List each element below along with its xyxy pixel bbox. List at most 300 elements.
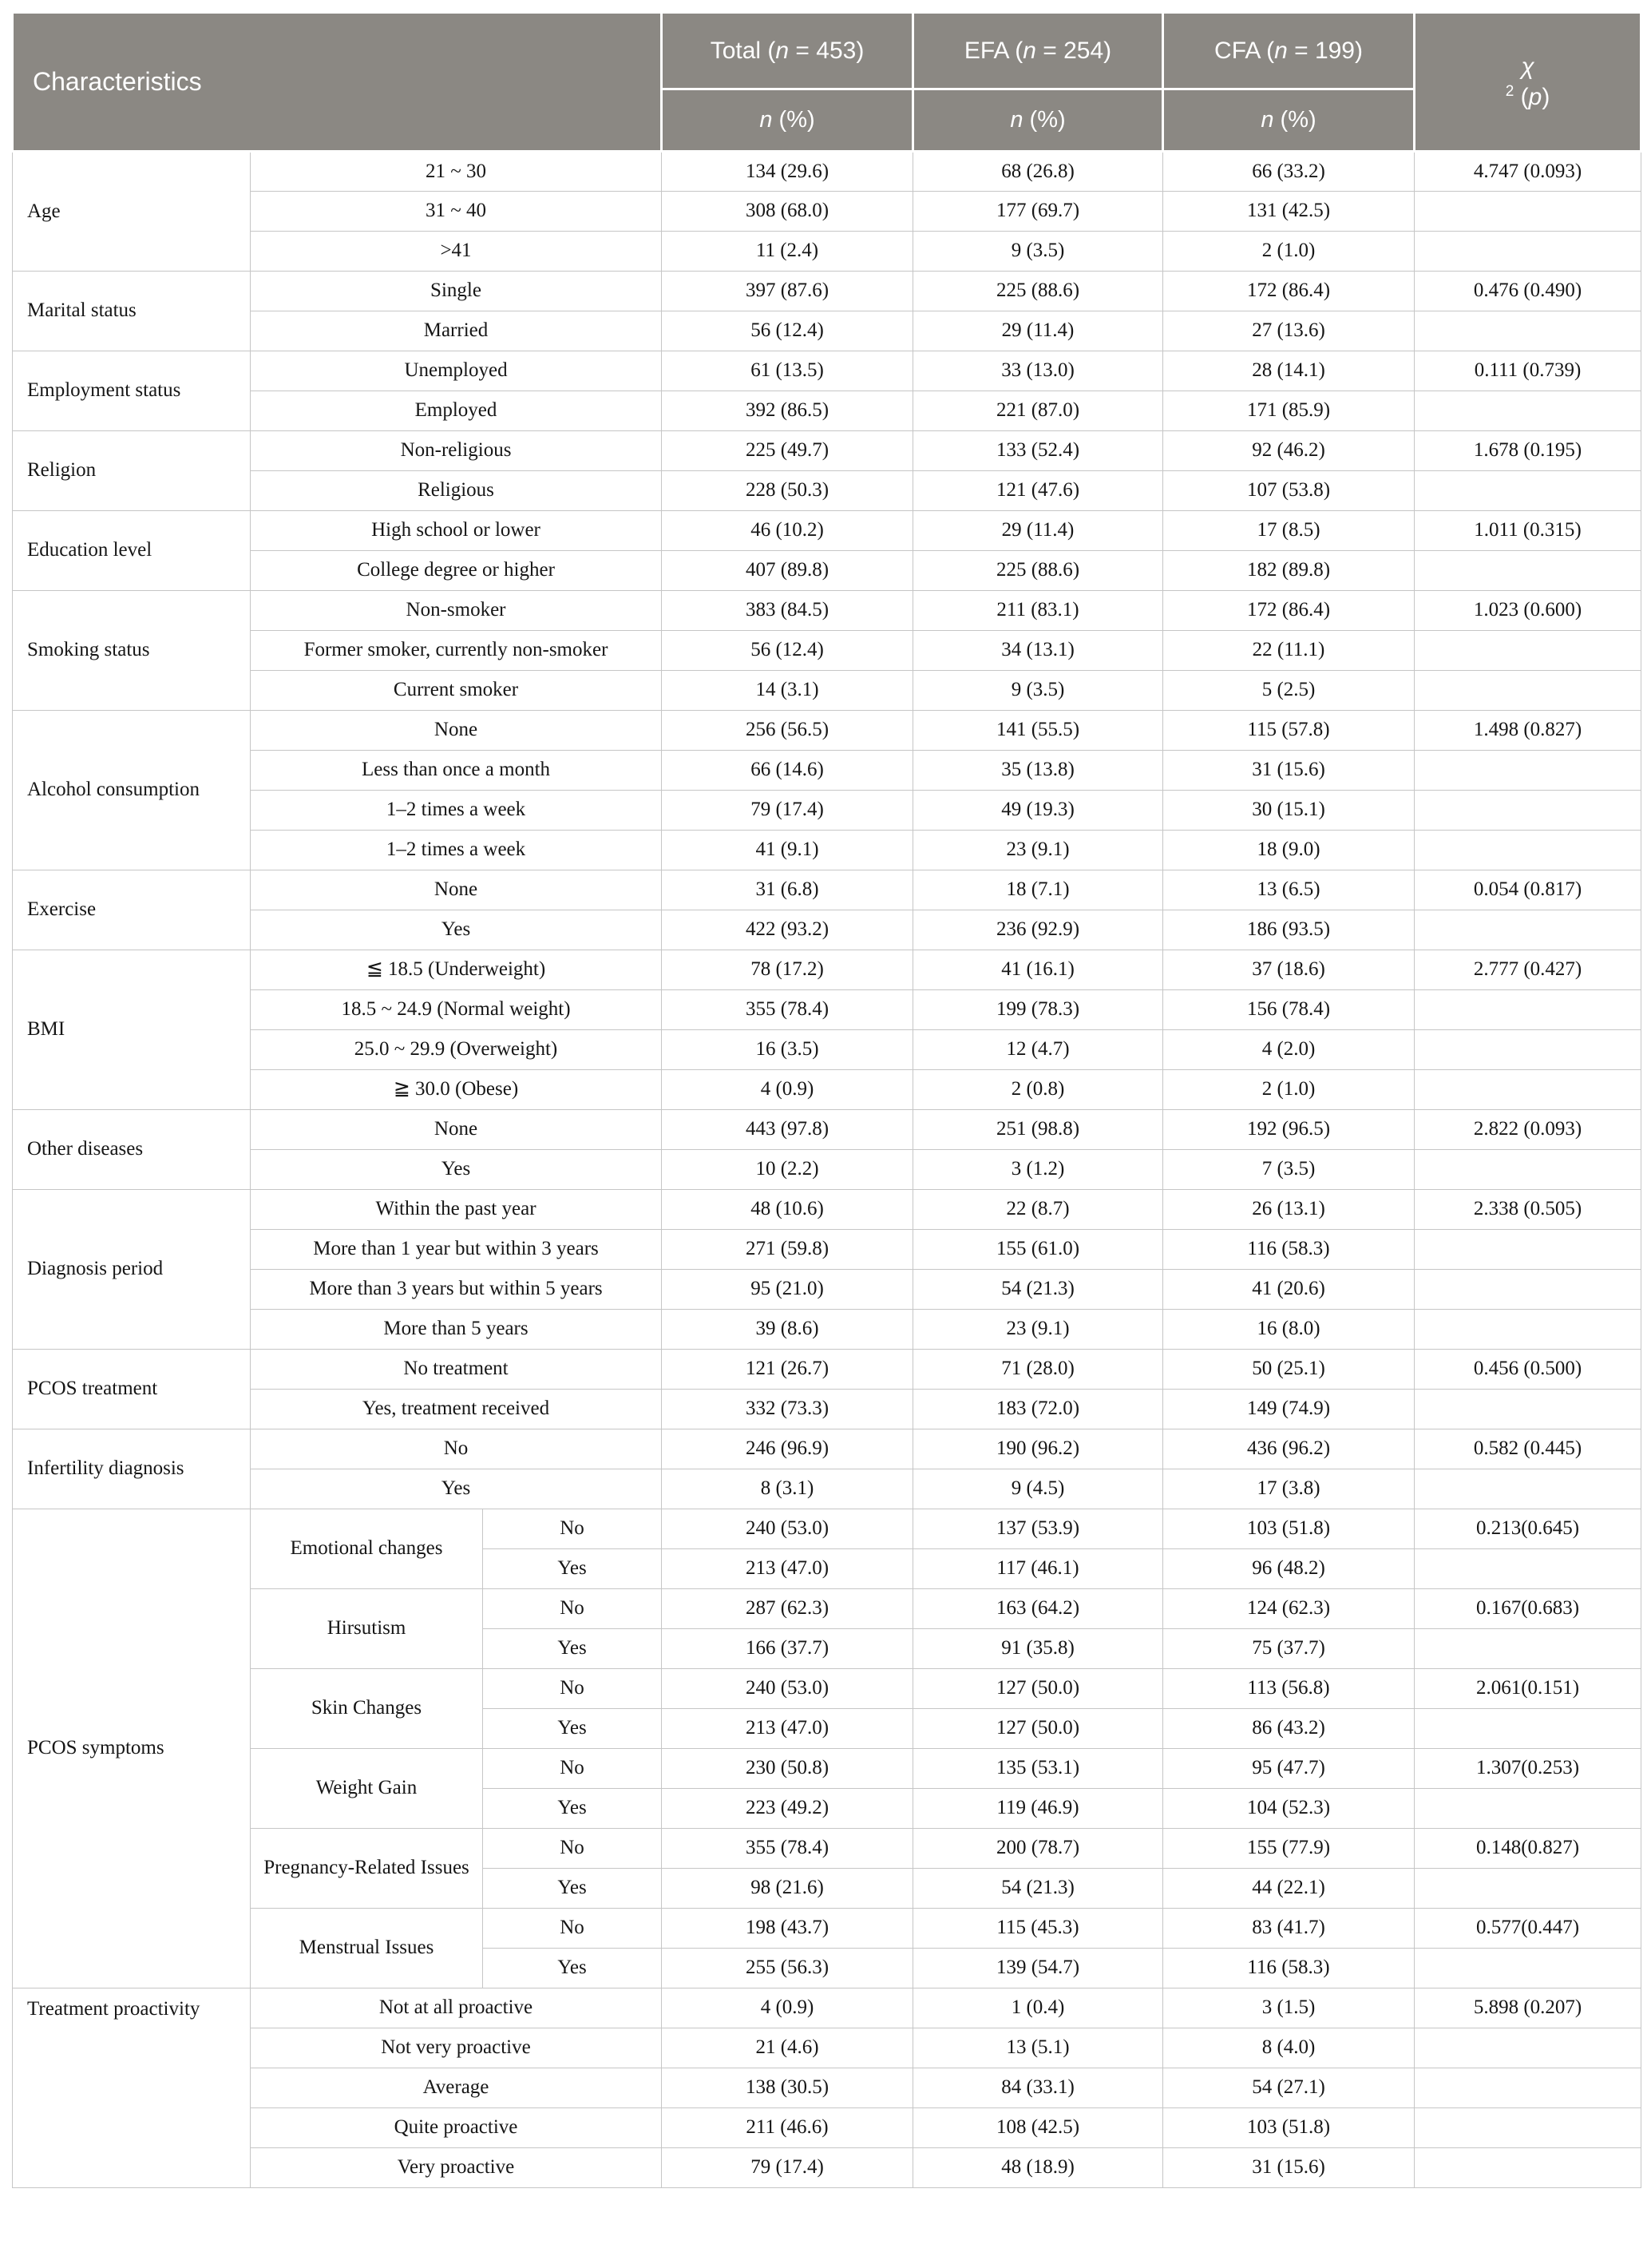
cfa-value-cell: 18 (9.0) bbox=[1163, 831, 1415, 870]
table-row bbox=[13, 2108, 1641, 2148]
total-value-cell: 48 (10.6) bbox=[662, 1190, 913, 1230]
total-value-cell: 16 (3.5) bbox=[662, 1030, 913, 1070]
chi-value-cell: 0.111 (0.739) bbox=[1415, 351, 1641, 391]
table-row bbox=[13, 2028, 1641, 2068]
cfa-value-cell: 16 (8.0) bbox=[1163, 1310, 1415, 1350]
table-row bbox=[13, 751, 1641, 791]
category-cell: 31 ~ 40 bbox=[251, 192, 662, 232]
group-label-cell: Diagnosis period bbox=[13, 1190, 251, 1350]
total-value-cell: 39 (8.6) bbox=[662, 1310, 913, 1350]
table-row bbox=[13, 2068, 1641, 2108]
category-cell: More than 1 year but within 3 years bbox=[251, 1230, 662, 1270]
cfa-value-cell: 31 (15.6) bbox=[1163, 751, 1415, 791]
category-cell: Non-smoker bbox=[251, 591, 662, 631]
category-cell: 21 ~ 30 bbox=[251, 152, 662, 192]
category-cell: Unemployed bbox=[251, 351, 662, 391]
header-total bbox=[662, 13, 913, 89]
table-row bbox=[13, 2148, 1641, 2188]
category-cell: More than 5 years bbox=[251, 1310, 662, 1350]
chi-value-cell bbox=[1415, 2148, 1641, 2188]
cfa-value-cell: 436 (96.2) bbox=[1163, 1429, 1415, 1469]
total-value-cell: 46 (10.2) bbox=[662, 511, 913, 551]
header-cfa-pre: CFA ( bbox=[1214, 37, 1275, 64]
efa-value-cell: 190 (96.2) bbox=[913, 1429, 1163, 1469]
efa-value-cell: 84 (33.1) bbox=[913, 2068, 1163, 2108]
category-cell: No bbox=[483, 1509, 662, 1549]
table-row bbox=[13, 152, 1641, 192]
cfa-value-cell: 28 (14.1) bbox=[1163, 351, 1415, 391]
cfa-value-cell: 104 (52.3) bbox=[1163, 1789, 1415, 1829]
table-header bbox=[13, 13, 1641, 152]
category-cell: Employed bbox=[251, 391, 662, 431]
subheader-total-pct: (%) bbox=[772, 107, 815, 133]
total-value-cell: 98 (21.6) bbox=[662, 1869, 913, 1909]
cfa-value-cell: 192 (96.5) bbox=[1163, 1110, 1415, 1150]
efa-value-cell: 121 (47.6) bbox=[913, 471, 1163, 511]
chi-value-cell bbox=[1415, 1869, 1641, 1909]
chi-value-cell bbox=[1415, 1709, 1641, 1749]
cfa-value-cell: 131 (42.5) bbox=[1163, 192, 1415, 232]
cfa-value-cell: 92 (46.2) bbox=[1163, 431, 1415, 471]
category-cell: Yes, treatment received bbox=[251, 1390, 662, 1429]
header-cfa bbox=[1163, 13, 1415, 89]
table-row bbox=[13, 1390, 1641, 1429]
category-cell: Current smoker bbox=[251, 671, 662, 711]
header-cfa-n: n bbox=[1274, 37, 1288, 64]
total-value-cell: 78 (17.2) bbox=[662, 950, 913, 990]
chi-p-line bbox=[1420, 82, 1635, 113]
cfa-value-cell: 17 (3.8) bbox=[1163, 1469, 1415, 1509]
chi-value-cell: 4.747 (0.093) bbox=[1415, 152, 1641, 192]
total-value-cell: 255 (56.3) bbox=[662, 1949, 913, 1988]
total-value-cell: 21 (4.6) bbox=[662, 2028, 913, 2068]
efa-value-cell: 23 (9.1) bbox=[913, 831, 1163, 870]
efa-value-cell: 23 (9.1) bbox=[913, 1310, 1163, 1350]
category-cell: Yes bbox=[483, 1869, 662, 1909]
efa-value-cell: 29 (11.4) bbox=[913, 511, 1163, 551]
subgroup-label-cell: Pregnancy-Related Issues bbox=[251, 1829, 483, 1909]
total-value-cell: 287 (62.3) bbox=[662, 1589, 913, 1629]
subheader-efa-n: n bbox=[1010, 107, 1023, 133]
efa-value-cell: 141 (55.5) bbox=[913, 711, 1163, 751]
group-label-cell: PCOS symptoms bbox=[13, 1509, 251, 1988]
table-row bbox=[13, 1429, 1641, 1469]
total-value-cell: 240 (53.0) bbox=[662, 1669, 913, 1709]
cfa-value-cell: 86 (43.2) bbox=[1163, 1709, 1415, 1749]
chi-symbol: χ bbox=[1521, 54, 1534, 80]
table-row bbox=[13, 431, 1641, 471]
category-cell: 1–2 times a week bbox=[251, 791, 662, 831]
efa-value-cell: 251 (98.8) bbox=[913, 1110, 1163, 1150]
chi-value-cell: 0.213(0.645) bbox=[1415, 1509, 1641, 1549]
efa-value-cell: 71 (28.0) bbox=[913, 1350, 1163, 1390]
subgroup-label-cell: Weight Gain bbox=[251, 1749, 483, 1829]
table-row bbox=[13, 471, 1641, 511]
chi-value-cell bbox=[1415, 1150, 1641, 1190]
chi-value-cell: 2.777 (0.427) bbox=[1415, 950, 1641, 990]
total-value-cell: 4 (0.9) bbox=[662, 1988, 913, 2028]
table-row bbox=[13, 1350, 1641, 1390]
cfa-value-cell: 116 (58.3) bbox=[1163, 1230, 1415, 1270]
chi-value-cell bbox=[1415, 671, 1641, 711]
total-value-cell: 8 (3.1) bbox=[662, 1469, 913, 1509]
group-label-cell: Religion bbox=[13, 431, 251, 511]
table-row bbox=[13, 950, 1641, 990]
chi-value-cell: 0.167(0.683) bbox=[1415, 1589, 1641, 1629]
category-cell: Non-religious bbox=[251, 431, 662, 471]
category-cell: 18.5 ~ 24.9 (Normal weight) bbox=[251, 990, 662, 1030]
efa-value-cell: 9 (3.5) bbox=[913, 232, 1163, 272]
efa-value-cell: 117 (46.1) bbox=[913, 1549, 1163, 1589]
efa-value-cell: 9 (4.5) bbox=[913, 1469, 1163, 1509]
efa-value-cell: 177 (69.7) bbox=[913, 192, 1163, 232]
efa-value-cell: 127 (50.0) bbox=[913, 1709, 1163, 1749]
chi-value-cell bbox=[1415, 751, 1641, 791]
category-cell: Single bbox=[251, 272, 662, 311]
cfa-value-cell: 124 (62.3) bbox=[1163, 1589, 1415, 1629]
chi-symbol-line bbox=[1420, 52, 1635, 82]
category-cell: Married bbox=[251, 311, 662, 351]
header-total-n: n bbox=[775, 37, 790, 64]
group-label-cell: PCOS treatment bbox=[13, 1350, 251, 1429]
table-row bbox=[13, 311, 1641, 351]
efa-value-cell: 33 (13.0) bbox=[913, 351, 1163, 391]
category-cell: Yes bbox=[251, 1469, 662, 1509]
total-value-cell: 271 (59.8) bbox=[662, 1230, 913, 1270]
total-value-cell: 66 (14.6) bbox=[662, 751, 913, 791]
category-cell: High school or lower bbox=[251, 511, 662, 551]
table-row bbox=[13, 1030, 1641, 1070]
efa-value-cell: 163 (64.2) bbox=[913, 1589, 1163, 1629]
category-cell: >41 bbox=[251, 232, 662, 272]
table-row bbox=[13, 1988, 1641, 2028]
chi-value-cell bbox=[1415, 551, 1641, 591]
total-value-cell: 355 (78.4) bbox=[662, 1829, 913, 1869]
category-cell: 25.0 ~ 29.9 (Overweight) bbox=[251, 1030, 662, 1070]
category-cell: Quite proactive bbox=[251, 2108, 662, 2148]
total-value-cell: 407 (89.8) bbox=[662, 551, 913, 591]
category-cell: Yes bbox=[483, 1949, 662, 1988]
total-value-cell: 443 (97.8) bbox=[662, 1110, 913, 1150]
category-cell: More than 3 years but within 5 years bbox=[251, 1270, 662, 1310]
subheader-efa-pct: (%) bbox=[1023, 107, 1066, 133]
table-row bbox=[13, 511, 1641, 551]
table-row bbox=[13, 1469, 1641, 1509]
header-chi-squared bbox=[1415, 13, 1641, 152]
efa-value-cell: 54 (21.3) bbox=[913, 1869, 1163, 1909]
cfa-value-cell: 13 (6.5) bbox=[1163, 870, 1415, 910]
total-value-cell: 392 (86.5) bbox=[662, 391, 913, 431]
chi-value-cell: 5.898 (0.207) bbox=[1415, 1988, 1641, 2028]
cfa-value-cell: 2 (1.0) bbox=[1163, 232, 1415, 272]
total-value-cell: 240 (53.0) bbox=[662, 1509, 913, 1549]
subgroup-label-cell: Hirsutism bbox=[251, 1589, 483, 1669]
efa-value-cell: 18 (7.1) bbox=[913, 870, 1163, 910]
efa-value-cell: 22 (8.7) bbox=[913, 1190, 1163, 1230]
category-cell: ≦ 18.5 (Underweight) bbox=[251, 950, 662, 990]
table-row bbox=[13, 192, 1641, 232]
category-cell: No bbox=[483, 1589, 662, 1629]
table-row bbox=[13, 990, 1641, 1030]
header-efa-n: n bbox=[1023, 37, 1036, 64]
chi-value-cell bbox=[1415, 232, 1641, 272]
chi-value-cell: 2.061(0.151) bbox=[1415, 1669, 1641, 1709]
cfa-value-cell: 2 (1.0) bbox=[1163, 1070, 1415, 1110]
header-characteristics-label: Characteristics bbox=[33, 67, 202, 96]
efa-value-cell: 49 (19.3) bbox=[913, 791, 1163, 831]
category-cell: Religious bbox=[251, 471, 662, 511]
cfa-value-cell: 103 (51.8) bbox=[1163, 1509, 1415, 1549]
table-row bbox=[13, 831, 1641, 870]
total-value-cell: 397 (87.6) bbox=[662, 272, 913, 311]
efa-value-cell: 9 (3.5) bbox=[913, 671, 1163, 711]
total-value-cell: 223 (49.2) bbox=[662, 1789, 913, 1829]
total-value-cell: 246 (96.9) bbox=[662, 1429, 913, 1469]
chi-value-cell: 1.023 (0.600) bbox=[1415, 591, 1641, 631]
chi-value-cell bbox=[1415, 631, 1641, 671]
cfa-value-cell: 37 (18.6) bbox=[1163, 950, 1415, 990]
category-cell: 1–2 times a week bbox=[251, 831, 662, 870]
cfa-value-cell: 54 (27.1) bbox=[1163, 2068, 1415, 2108]
group-label-cell: Treatment proactivity bbox=[13, 1988, 251, 2188]
chi-value-cell bbox=[1415, 1949, 1641, 1988]
chi-value-cell bbox=[1415, 2028, 1641, 2068]
category-cell: Very proactive bbox=[251, 2148, 662, 2188]
table-row bbox=[13, 1909, 1641, 1949]
cfa-value-cell: 26 (13.1) bbox=[1163, 1190, 1415, 1230]
total-value-cell: 11 (2.4) bbox=[662, 232, 913, 272]
efa-value-cell: 115 (45.3) bbox=[913, 1909, 1163, 1949]
cfa-value-cell: 171 (85.9) bbox=[1163, 391, 1415, 431]
group-label-cell: Age bbox=[13, 152, 251, 272]
table-row bbox=[13, 791, 1641, 831]
chi-value-cell bbox=[1415, 910, 1641, 950]
table-row bbox=[13, 1270, 1641, 1310]
subheader-cfa-npct bbox=[1163, 89, 1415, 152]
efa-value-cell: 236 (92.9) bbox=[913, 910, 1163, 950]
chi-value-cell: 2.822 (0.093) bbox=[1415, 1110, 1641, 1150]
category-cell: No bbox=[483, 1829, 662, 1869]
category-cell: Not at all proactive bbox=[251, 1988, 662, 2028]
table-row bbox=[13, 351, 1641, 391]
efa-value-cell: 34 (13.1) bbox=[913, 631, 1163, 671]
cfa-value-cell: 149 (74.9) bbox=[1163, 1390, 1415, 1429]
category-cell: None bbox=[251, 870, 662, 910]
cfa-value-cell: 3 (1.5) bbox=[1163, 1988, 1415, 2028]
efa-value-cell: 68 (26.8) bbox=[913, 152, 1163, 192]
chi-value-cell bbox=[1415, 1549, 1641, 1589]
cfa-value-cell: 50 (25.1) bbox=[1163, 1350, 1415, 1390]
cfa-value-cell: 5 (2.5) bbox=[1163, 671, 1415, 711]
table-row bbox=[13, 1669, 1641, 1709]
total-value-cell: 134 (29.6) bbox=[662, 152, 913, 192]
group-label-cell: Marital status bbox=[13, 272, 251, 351]
cfa-value-cell: 17 (8.5) bbox=[1163, 511, 1415, 551]
category-cell: No bbox=[251, 1429, 662, 1469]
chi-value-cell: 0.577(0.447) bbox=[1415, 1909, 1641, 1949]
table-row bbox=[13, 1190, 1641, 1230]
group-label-cell: Smoking status bbox=[13, 591, 251, 711]
table-row bbox=[13, 1509, 1641, 1549]
total-value-cell: 95 (21.0) bbox=[662, 1270, 913, 1310]
efa-value-cell: 91 (35.8) bbox=[913, 1629, 1163, 1669]
efa-value-cell: 135 (53.1) bbox=[913, 1749, 1163, 1789]
total-value-cell: 61 (13.5) bbox=[662, 351, 913, 391]
chi-value-cell: 1.678 (0.195) bbox=[1415, 431, 1641, 471]
header-total-post: = 453) bbox=[789, 37, 865, 64]
total-value-cell: 56 (12.4) bbox=[662, 311, 913, 351]
cfa-value-cell: 103 (51.8) bbox=[1163, 2108, 1415, 2148]
category-cell: None bbox=[251, 1110, 662, 1150]
cfa-value-cell: 31 (15.6) bbox=[1163, 2148, 1415, 2188]
header-efa-post: = 254) bbox=[1035, 37, 1112, 64]
chi-value-cell bbox=[1415, 990, 1641, 1030]
efa-value-cell: 119 (46.9) bbox=[913, 1789, 1163, 1829]
total-value-cell: 79 (17.4) bbox=[662, 791, 913, 831]
category-cell: Yes bbox=[251, 1150, 662, 1190]
chi-value-cell: 0.582 (0.445) bbox=[1415, 1429, 1641, 1469]
category-cell: Within the past year bbox=[251, 1190, 662, 1230]
category-cell: No bbox=[483, 1749, 662, 1789]
total-value-cell: 225 (49.7) bbox=[662, 431, 913, 471]
table-row bbox=[13, 272, 1641, 311]
table-row bbox=[13, 1589, 1641, 1629]
efa-value-cell: 29 (11.4) bbox=[913, 311, 1163, 351]
chi-value-cell bbox=[1415, 391, 1641, 431]
subheader-cfa-pct: (%) bbox=[1273, 107, 1316, 133]
chi-value-cell bbox=[1415, 192, 1641, 232]
total-value-cell: 308 (68.0) bbox=[662, 192, 913, 232]
table-row bbox=[13, 631, 1641, 671]
cfa-value-cell: 172 (86.4) bbox=[1163, 591, 1415, 631]
chi-value-cell bbox=[1415, 1070, 1641, 1110]
header-characteristics bbox=[13, 13, 662, 152]
cfa-value-cell: 27 (13.6) bbox=[1163, 311, 1415, 351]
header-efa bbox=[913, 13, 1163, 89]
category-cell: Yes bbox=[483, 1549, 662, 1589]
total-value-cell: 56 (12.4) bbox=[662, 631, 913, 671]
total-value-cell: 211 (46.6) bbox=[662, 2108, 913, 2148]
category-cell: No treatment bbox=[251, 1350, 662, 1390]
cfa-value-cell: 182 (89.8) bbox=[1163, 551, 1415, 591]
efa-value-cell: 137 (53.9) bbox=[913, 1509, 1163, 1549]
chi-value-cell bbox=[1415, 1310, 1641, 1350]
total-value-cell: 213 (47.0) bbox=[662, 1709, 913, 1749]
cfa-value-cell: 113 (56.8) bbox=[1163, 1669, 1415, 1709]
chi-value-cell: 0.456 (0.500) bbox=[1415, 1350, 1641, 1390]
table-row bbox=[13, 1150, 1641, 1190]
chi-value-cell bbox=[1415, 2068, 1641, 2108]
chi-paren-close: ) bbox=[1542, 83, 1550, 110]
efa-value-cell: 12 (4.7) bbox=[913, 1030, 1163, 1070]
category-cell: ≧ 30.0 (Obese) bbox=[251, 1070, 662, 1110]
efa-value-cell: 199 (78.3) bbox=[913, 990, 1163, 1030]
cfa-value-cell: 41 (20.6) bbox=[1163, 1270, 1415, 1310]
subheader-total-npct bbox=[662, 89, 913, 152]
efa-value-cell: 139 (54.7) bbox=[913, 1949, 1163, 1988]
group-label-cell: Employment status bbox=[13, 351, 251, 431]
chi-value-cell bbox=[1415, 311, 1641, 351]
header-total-pre: Total ( bbox=[710, 37, 776, 64]
chi-value-cell: 0.054 (0.817) bbox=[1415, 870, 1641, 910]
group-label-cell: Infertility diagnosis bbox=[13, 1429, 251, 1509]
total-value-cell: 10 (2.2) bbox=[662, 1150, 913, 1190]
total-value-cell: 355 (78.4) bbox=[662, 990, 913, 1030]
table-row bbox=[13, 910, 1641, 950]
chi-value-cell: 1.498 (0.827) bbox=[1415, 711, 1641, 751]
table-row bbox=[13, 671, 1641, 711]
efa-value-cell: 183 (72.0) bbox=[913, 1390, 1163, 1429]
cfa-value-cell: 75 (37.7) bbox=[1163, 1629, 1415, 1669]
group-label-cell: Exercise bbox=[13, 870, 251, 950]
cfa-value-cell: 66 (33.2) bbox=[1163, 152, 1415, 192]
efa-value-cell: 13 (5.1) bbox=[913, 2028, 1163, 2068]
cfa-value-cell: 156 (78.4) bbox=[1163, 990, 1415, 1030]
category-cell: Yes bbox=[251, 910, 662, 950]
table-row bbox=[13, 391, 1641, 431]
header-cfa-post: = 199) bbox=[1287, 37, 1363, 64]
cfa-value-cell: 30 (15.1) bbox=[1163, 791, 1415, 831]
category-cell: Former smoker, currently non-smoker bbox=[251, 631, 662, 671]
group-label-cell: Other diseases bbox=[13, 1110, 251, 1190]
subgroup-label-cell: Skin Changes bbox=[251, 1669, 483, 1749]
cfa-value-cell: 95 (47.7) bbox=[1163, 1749, 1415, 1789]
chi-value-cell bbox=[1415, 1469, 1641, 1509]
cfa-value-cell: 83 (41.7) bbox=[1163, 1909, 1415, 1949]
efa-value-cell: 225 (88.6) bbox=[913, 551, 1163, 591]
efa-value-cell: 41 (16.1) bbox=[913, 950, 1163, 990]
cfa-value-cell: 96 (48.2) bbox=[1163, 1549, 1415, 1589]
efa-value-cell: 127 (50.0) bbox=[913, 1669, 1163, 1709]
header-row-main bbox=[13, 13, 1641, 89]
efa-value-cell: 48 (18.9) bbox=[913, 2148, 1163, 2188]
table-row bbox=[13, 1070, 1641, 1110]
efa-value-cell: 108 (42.5) bbox=[913, 2108, 1163, 2148]
cfa-value-cell: 172 (86.4) bbox=[1163, 272, 1415, 311]
chi-value-cell bbox=[1415, 1230, 1641, 1270]
efa-value-cell: 133 (52.4) bbox=[913, 431, 1163, 471]
total-value-cell: 256 (56.5) bbox=[662, 711, 913, 751]
total-value-cell: 198 (43.7) bbox=[662, 1909, 913, 1949]
efa-value-cell: 200 (78.7) bbox=[913, 1829, 1163, 1869]
cfa-value-cell: 44 (22.1) bbox=[1163, 1869, 1415, 1909]
total-value-cell: 213 (47.0) bbox=[662, 1549, 913, 1589]
category-cell: No bbox=[483, 1909, 662, 1949]
table-row bbox=[13, 551, 1641, 591]
table-row bbox=[13, 1110, 1641, 1150]
category-cell: Not very proactive bbox=[251, 2028, 662, 2068]
chi-value-cell bbox=[1415, 831, 1641, 870]
characteristics-table bbox=[11, 11, 1642, 2188]
total-value-cell: 4 (0.9) bbox=[662, 1070, 913, 1110]
subheader-efa-npct bbox=[913, 89, 1163, 152]
total-value-cell: 121 (26.7) bbox=[662, 1350, 913, 1390]
total-value-cell: 14 (3.1) bbox=[662, 671, 913, 711]
total-value-cell: 228 (50.3) bbox=[662, 471, 913, 511]
subgroup-label-cell: Menstrual Issues bbox=[251, 1909, 483, 1988]
chi-value-cell bbox=[1415, 1629, 1641, 1669]
table-row bbox=[13, 1829, 1641, 1869]
chi-value-cell bbox=[1415, 1030, 1641, 1070]
efa-value-cell: 1 (0.4) bbox=[913, 1988, 1163, 2028]
subgroup-label-cell: Emotional changes bbox=[251, 1509, 483, 1589]
category-cell: Yes bbox=[483, 1709, 662, 1749]
total-value-cell: 383 (84.5) bbox=[662, 591, 913, 631]
total-value-cell: 31 (6.8) bbox=[662, 870, 913, 910]
efa-value-cell: 35 (13.8) bbox=[913, 751, 1163, 791]
chi-p-var: p bbox=[1528, 83, 1542, 110]
chi-value-cell bbox=[1415, 1270, 1641, 1310]
